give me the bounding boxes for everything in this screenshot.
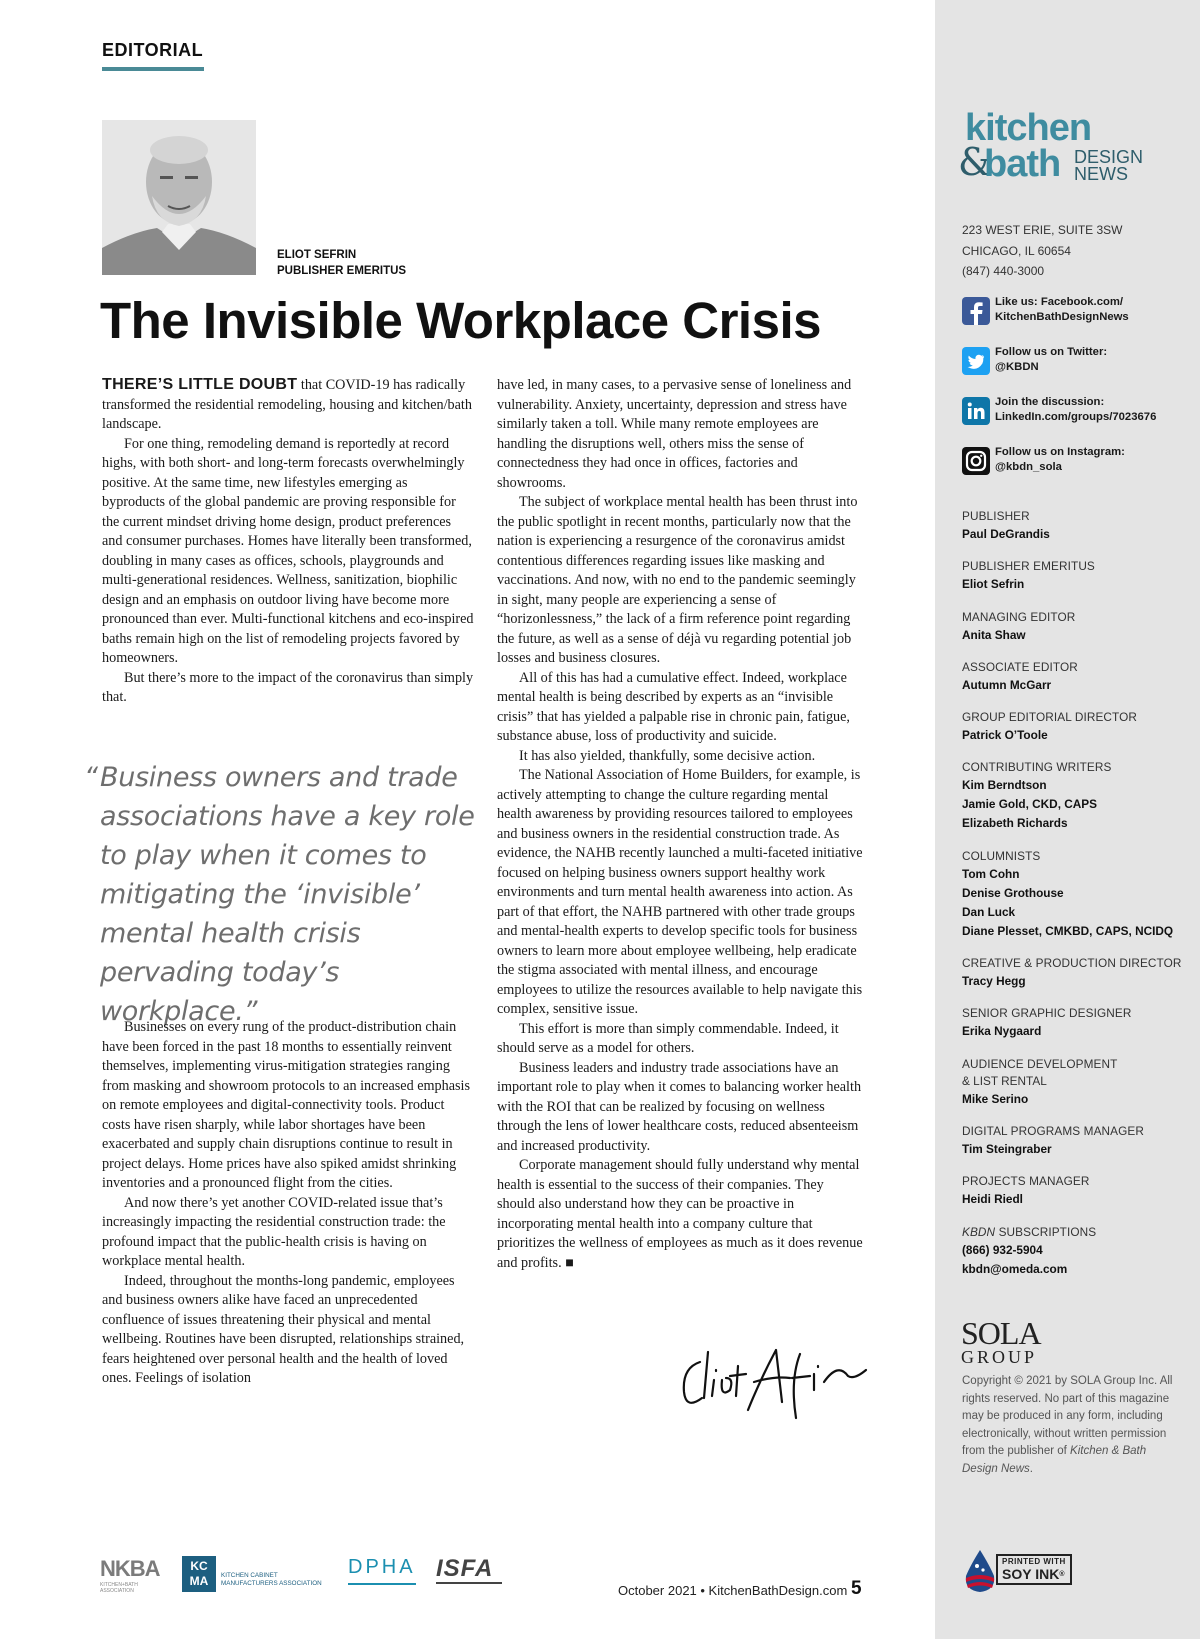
copyright-notice: Copyright © 2021 by SOLA Group Inc. All rights reserved. No part of this magazine may be produced in any form, including electronically, without written permission from the publisher of Kitchen & Bath Design News. bbox=[962, 1375, 1173, 1475]
staff-group: AUDIENCE DEVELOPMENT & LIST RENTAL Mike Serino bbox=[962, 1056, 1118, 1106]
sola-group-logo: SOLA GROUP bbox=[961, 1315, 1041, 1367]
issue-line: October 2021 • KitchenBathDesign.com bbox=[618, 1583, 848, 1598]
twitter-icon bbox=[962, 347, 990, 375]
paragraph: The National Association of Home Builders, for example, is actively attempting to change the culture regarding mental health awareness by providing resources tailored to employees and business owners in the residential construction trade. As evidence, the NAHB recently launched a multi-faceted initiative focused on helping business owners support healthy work environments and turn mental health awareness into action. As part of that effort, the NAHB partnered with other trade groups and mental-health experts to develop specific tools for business owners to learn more about employee wellbeing, help eradicate the stigma associated with mental illness, and encourage employees to utilize the resources available to help navigate this complex, sensitive issue. bbox=[497, 767, 863, 1017]
paragraph: But there’s more to the impact of the coronavirus than simply that. bbox=[102, 669, 474, 705]
kbdn-logo: kitchen & bath DESIGN NEWS bbox=[958, 107, 1144, 185]
staff-masthead bbox=[962, 508, 1192, 1293]
linkedin-icon bbox=[962, 397, 990, 425]
page-number: 5 bbox=[851, 1578, 862, 1599]
staff-group: CREATIVE & PRODUCTION DIRECTOR Tracy Hegg bbox=[962, 956, 1182, 989]
nkba-logo: NKBA KITCHEN+BATH ASSOCIATION bbox=[100, 1556, 160, 1594]
staff-group: MANAGING EDITOR Anita Shaw bbox=[962, 609, 1076, 642]
staff-group: SENIOR GRAPHIC DESIGNER Erika Nygaard bbox=[962, 1006, 1132, 1039]
isfa-logo: ISFA bbox=[436, 1556, 502, 1584]
subscriptions: KBDN SUBSCRIPTIONS (866) 932-5904 kbdn@omeda.com bbox=[962, 1224, 1192, 1279]
dpha-logo: DPHA bbox=[348, 1556, 418, 1585]
section-underline bbox=[102, 67, 204, 71]
staff-group: PUBLISHER EMERITUS Eliot Sefrin bbox=[962, 559, 1095, 592]
column-1-bottom bbox=[102, 1018, 474, 1389]
pull-quote-text: Business owners and trade associations have a key role to play when it comes to mitigating the ‘invisible’ mental health crisis pervading today’s workplace.” bbox=[100, 762, 475, 1027]
author-title: PUBLISHER EMERITUS bbox=[277, 265, 407, 277]
social-facebook[interactable]: Like us: Facebook.com/ KitchenBathDesignNews bbox=[962, 295, 1187, 331]
section-label: EDITORIAL bbox=[102, 40, 204, 60]
subscription-email[interactable]: kbdn@omeda.com bbox=[962, 1261, 1068, 1276]
social-instagram[interactable]: Follow us on Instagram: @kbdn_sola bbox=[962, 445, 1187, 481]
staff-group: CONTRIBUTING WRITERS Kim Berndtson Jamie Gold, CKD, CAPS Elizabeth Richards bbox=[962, 760, 1112, 831]
staff-group: GROUP EDITORIAL DIRECTOR Patrick O’Toole bbox=[962, 710, 1138, 743]
article-page: EDITORIAL ELIOT SEFRIN PUBLISHER EMERITUS The Invisible Workplace Crisis THERE’S LITTLE DOUBT that COVID-19 has radically transformed the residential remodeling, housing and kitchen/bath landscape. For one thing, remodeling demand is reportedly at record highs, with both short- and long-term forecasts overwhelmingly positive. At the same time, new lifestyles emerging as byproducts of the global pandemic are proving responsible for the current mindset driving home design, product preferences and consumer purchases. Homes have literally been transformed, doubling in many cases as offices, schools, playgrounds and multi-generational residences. Wellness, sanitization, biophilic design and an emphasis on outdoor living have become more pronounced than ever. Multi-functional kitchens and eco-inspired baths remain high on the list of remodeling projects favored by homeowners. But there’s more to the impact of the coronavirus than simply that. “ Business owners and trade associations have a key role to play when it comes to mitigating the ‘invisible’ mental health crisis pervading today’s workplace.” Businesses on every rung of the product-distribution chain have been forced in the past 18 months to essentially reinvent themselves, implementing virus-mitigation strategies ranging from masking and showroom protocols to an increased emphasis on remote employees and digital-connectivity tools. Product costs have risen sharply, while labor shortages have been exacerbated and supply chain disruptions continue to result in project delays. Home prices have also spiked amidst shrinking inventories and a pronounced flight from the cities. And now there’s yet another COVID-related issue that’s increasingly impacting the residential construction trade: the profound impact that the public-health crisis is having on workplace mental health. Indeed, throughout the months-long pandemic, employees and business owners alike have faced an unprecedented confluence of issues threatening their physical and mental wellbeing. Routines have been disrupted, relationships strained, fears heightened over personal health and the health of loved ones. Feelings of isolation have led, in many cases, to a pervasive sense of loneliness and vulnerability. Anxiety, uncertainty, depression and stress have similarly taken a toll. While many remote employees are handling the disruptions well, others miss the sense of connectedness they had once in offices, factories and showrooms. The subject of workplace mental health has been thrust into the public spotlight in recent months, particularly now that the nation is experiencing a resurgence of the coronavirus amidst contentious differences regarding issues like masking and vaccinations. And now, with no end to the pandemic seemingly in sight, many people are experiencing a sense of “horizonlessness,” the lack of a firm reference point regarding the future, as well as a sense of déjà vu regarding potential job losses and business closures. All of this has had a cumulative effect. Indeed, workplace mental health is being described by experts as an “invisible crisis” that has yielded a palpable rise in chronic pain, fatigue, substance abuse, loss of productivity and suicide. It has also yielded, thankfully, some decisive action. The National Association of Home Builders, for example, is actively attempting to change the culture regarding mental health awareness by providing resources tailored to employees and business owners in the residential construction trade. As evidence, the NAHB recently launched a multi-faceted initiative focused on helping business owners support healthy work environments and turn mental health awareness into action. As part of that effort, the NAHB partnered with other trade groups and mental-health experts to develop specific tools for business owners to learn more about employee wellbeing, help eradicate the stigma associated with mental illness, and encourage employees to utilize the resources available to help navigate this complex, sensitive issue. This effort is more than simply commendable. Indeed, it should serve as a model for others. Business leaders and industry trade associations have an important role to play when it comes to balancing worker health with the ROI that can be realized by focusing on wellness through the lens of lower healthcare costs, reduced absenteeism and increased productivity. Corporate management should fully understand why mental health is essential to the success of their companies. They should also understand how they can be proactive in incorporating mental health into a company culture that prioritizes the wellness of employees as much as it does revenue and profits. ■ NKBA KITCHEN+BATH ASSOCIATION KC MA KITCHEN CABINET MANUFACTURERS ASSOCIATION DPHA ISFA October 2021 • KitchenBathDesign.com 5 bbox=[0, 0, 935, 1639]
staff-group: ASSOCIATE EDITOR Autumn McGarr bbox=[962, 659, 1078, 692]
paragraph: Businesses on every rung of the product-distribution chain have been forced in the past 18 months to essentially reinvent themselves, implementing virus-mitigation strategies ranging from masking and showroom protocols to an increased emphasis on remote employees and digital-connectivity tools. Product costs have risen sharply, while labor shortages have been exacerbated and supply chain disruptions continue to result in project delays. Home prices have also spiked amidst shrinking inventories and a pronounced flight from the cities. bbox=[102, 1019, 471, 1191]
pull-quote-mark: “ bbox=[84, 762, 98, 793]
social-twitter[interactable]: Follow us on Twitter: @KBDN bbox=[962, 345, 1187, 381]
paragraph: And now there’s yet another COVID-related issue that’s increasingly impacting the residential construction trade: the profound impact that the public-health crisis is having on workplace mental health. bbox=[102, 1194, 446, 1269]
paragraph: Corporate management should fully understand why mental health is essential to the success of their companies. They should also understand how they can be proactive in incorporating mental health into a company culture that prioritizes the wellness of employees as much as it does revenue and profits. ■ bbox=[497, 1157, 863, 1271]
paragraph: The subject of workplace mental health has been thrust into the public spotlight in recent months, particularly now that the nation is experiencing a resurgence of the coronavirus amidst contentious differences regarding issues like masking and vaccinations. And now, with no end to the pandemic seemingly in sight, many people are experiencing a sense of “horizonlessness,” the lack of a firm reference point regarding the future, as well as a sense of déjà vu regarding potential job losses and business closures. bbox=[497, 494, 858, 666]
staff-group: DIGITAL PROGRAMS MANAGER Tim Steingraber bbox=[962, 1123, 1144, 1156]
headline: The Invisible Workplace Crisis bbox=[100, 292, 821, 349]
soy-ink-icon bbox=[960, 1548, 1000, 1594]
subscription-phone: (866) 932-5904 bbox=[962, 1242, 1043, 1257]
social-linkedin[interactable]: Join the discussion: LinkedIn.com/groups/7023676 bbox=[962, 395, 1187, 431]
pull-quote bbox=[84, 758, 484, 1031]
staff-group: COLUMNISTS Tom Cohn Denise Grothouse Dan Luck Diane Plesset, CMKBD, CAPS, NCIDQ bbox=[962, 848, 1174, 938]
paragraph: Business leaders and industry trade associations have an important role to play when it comes to balancing worker health with the ROI that can be realized by focusing on wellness through the lens of lower healthcare costs, reduced absenteeism and increased productivity. bbox=[497, 1059, 862, 1154]
publisher-address: 223 WEST ERIE, SUITE 3SW CHICAGO, IL 60654 (847) 440-3000 bbox=[962, 223, 1123, 278]
paragraph: THERE’S LITTLE DOUBT that COVID-19 has radically transformed the residential remodeling, housing and kitchen/bath landscape. bbox=[102, 376, 472, 432]
instagram-icon bbox=[962, 447, 990, 475]
column-2 bbox=[497, 376, 865, 1273]
facebook-icon bbox=[962, 297, 990, 325]
column-1-top bbox=[102, 375, 474, 708]
author-name: ELIOT SEFRIN bbox=[277, 249, 357, 261]
soy-ink-badge: PRINTED WITH SOY INK® bbox=[960, 1546, 1080, 1598]
author-signature bbox=[678, 1340, 868, 1420]
paragraph: All of this has had a cumulative effect. Indeed, workplace mental health is being described by experts as an “invisible crisis” that has yielded a palpable rise in chronic pain, fatigue, substance abuse, loss of productivity and suicide. bbox=[497, 669, 850, 744]
paragraph: For one thing, remodeling demand is reportedly at record highs, with both short- and long-term forecasts overwhelmingly positive. At the same time, new lifestyles emerging as byproducts of the global pandemic are proving responsible for the current mindset driving home design, product preferences and consumer purchases. Homes have literally been transformed, doubling in many cases as offices, schools, playgrounds and multi-generational residences. Wellness, sanitization, biophilic design and an emphasis on outdoor living have become more pronounced than ever. Multi-functional kitchens and eco-inspired baths remain high on the list of remodeling projects favored by homeowners. bbox=[102, 435, 474, 666]
paragraph: Indeed, throughout the months-long pandemic, employees and business owners alike have faced an unprecedented confluence of issues threatening their physical and mental wellbeing. Routines have been disrupted, relationships strained, fears heightened over personal health and the health of loved ones. Feelings of isolation bbox=[102, 1272, 465, 1386]
paragraph: This effort is more than simply commendable. Indeed, it should serve as a model for others. bbox=[497, 1020, 839, 1056]
lead-in: THERE’S LITTLE DOUBT bbox=[102, 376, 298, 393]
author-photo bbox=[102, 120, 256, 275]
staff-group: PUBLISHER Paul DeGrandis bbox=[962, 509, 1050, 541]
paragraph: It has also yielded, thankfully, some decisive action. bbox=[519, 747, 816, 764]
paragraph: have led, in many cases, to a pervasive sense of loneliness and vulnerability. Anxiety, uncertainty, depression and stress have similarly taken a toll. While many remote employees are handling the disruptions well, others miss the sense of connectedness they had once in offices, factories and showrooms. bbox=[497, 377, 852, 491]
staff-group: PROJECTS MANAGER Heidi Riedl bbox=[962, 1174, 1090, 1207]
author-byline bbox=[277, 247, 406, 279]
